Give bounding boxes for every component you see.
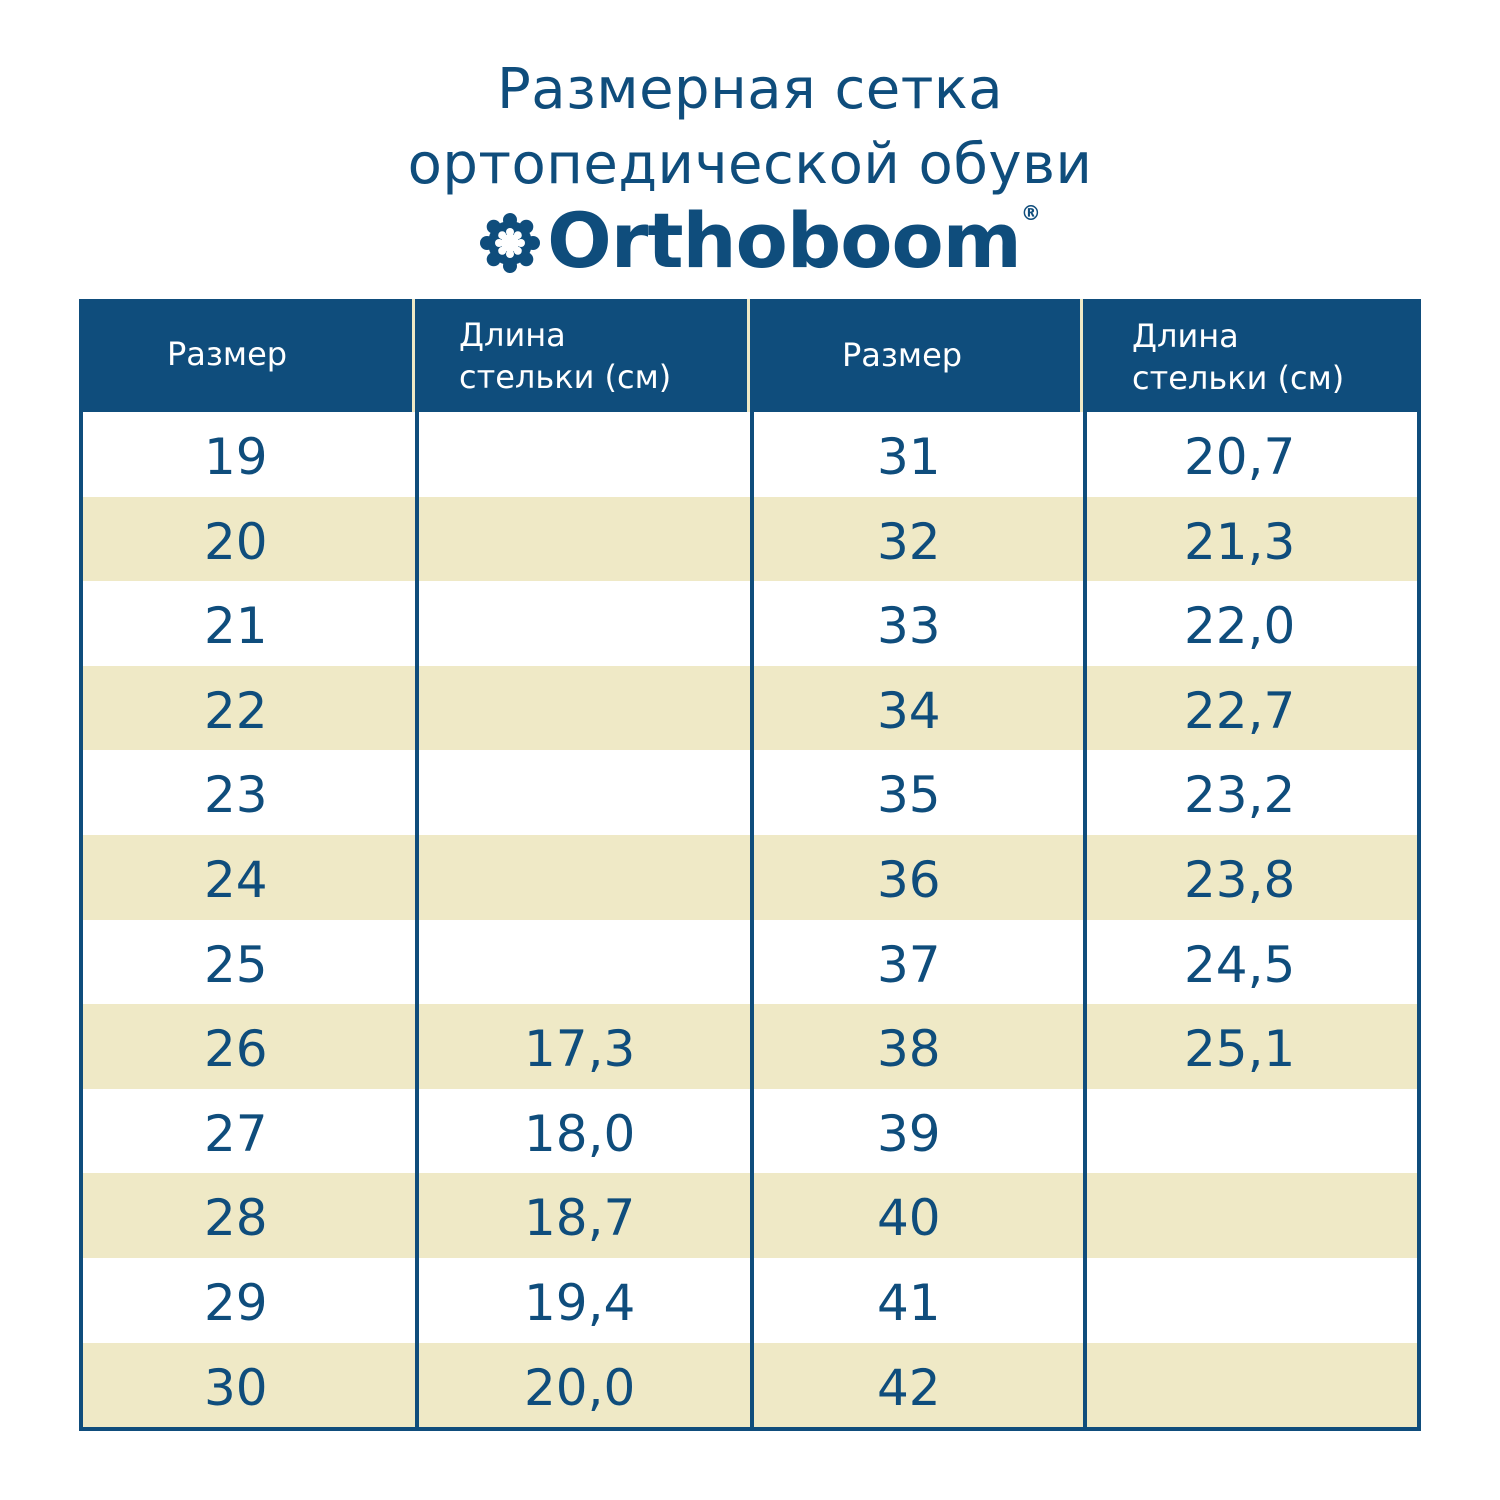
orthoboom-logo-icon — [479, 212, 541, 274]
registered-mark: ® — [1020, 201, 1041, 225]
size-left-cell: 23 — [204, 766, 268, 825]
brand-name: Orthoboom — [547, 196, 1021, 285]
size-right-cell: 38 — [877, 1020, 941, 1079]
page-subtitle: ортопедической обуви — [407, 132, 1093, 197]
length-right-cell: 23,8 — [1184, 851, 1296, 909]
size-left-cell: 25 — [204, 935, 268, 994]
size-right-cell: 41 — [877, 1274, 941, 1332]
length-right-cell: 25,1 — [1184, 1020, 1296, 1079]
header-size-left: Размер — [167, 335, 288, 373]
size-left-cell: 20 — [204, 512, 268, 571]
size-left-cell: 21 — [204, 597, 268, 656]
length-left-cell: 19,4 — [524, 1274, 636, 1332]
length-left-cell: 17,3 — [524, 1020, 636, 1079]
table-border-left — [79, 299, 83, 1431]
length-right-cell: 21,3 — [1184, 512, 1296, 571]
size-left-cell: 22 — [204, 681, 268, 740]
page-title: Размерная сетка — [496, 57, 1004, 122]
size-right-cell: 39 — [877, 1104, 941, 1163]
column-divider — [1083, 299, 1087, 1431]
header-length-left — [459, 314, 671, 398]
brand-logo — [0, 196, 1500, 285]
size-left-cell: 19 — [204, 428, 268, 486]
size-right-cell: 34 — [877, 681, 941, 740]
size-right-cell: 37 — [877, 935, 941, 994]
size-right-cell: 40 — [877, 1189, 941, 1248]
length-right-cell: 22,0 — [1184, 597, 1296, 656]
size-right-cell: 42 — [877, 1358, 941, 1417]
header-size-right: Размер — [842, 336, 963, 374]
size-right-cell: 32 — [877, 512, 941, 571]
size-left-cell: 28 — [204, 1189, 268, 1248]
length-left-cell: 18,0 — [524, 1104, 636, 1163]
header-length-left-line1: Длина — [459, 316, 566, 354]
size-left-cell: 29 — [204, 1274, 268, 1332]
table-border-right — [1417, 299, 1421, 1431]
header-length-right-line1: Длина — [1132, 317, 1239, 355]
length-right-cell: 22,7 — [1184, 681, 1296, 740]
size-chart-table — [79, 299, 1421, 1431]
size-right-cell: 36 — [877, 851, 941, 909]
length-right-cell: 23,2 — [1184, 766, 1296, 825]
size-left-cell: 27 — [204, 1104, 268, 1163]
header-length-right-line2: стельки (см) — [1132, 359, 1345, 397]
length-left-cell: 20,0 — [524, 1358, 636, 1417]
column-divider — [415, 299, 419, 1431]
size-left-cell: 30 — [204, 1358, 268, 1417]
column-divider — [750, 299, 754, 1431]
size-right-cell: 33 — [877, 597, 941, 656]
size-right-cell: 35 — [877, 766, 941, 825]
length-right-cell: 24,5 — [1184, 935, 1296, 994]
header-length-right — [1132, 315, 1344, 399]
length-left-cell: 18,7 — [524, 1189, 636, 1248]
size-left-cell: 26 — [204, 1020, 268, 1079]
length-right-cell: 20,7 — [1184, 428, 1296, 486]
header-length-left-line2: стельки (см) — [459, 358, 672, 396]
size-left-cell: 24 — [204, 851, 268, 909]
size-right-cell: 31 — [877, 428, 941, 486]
